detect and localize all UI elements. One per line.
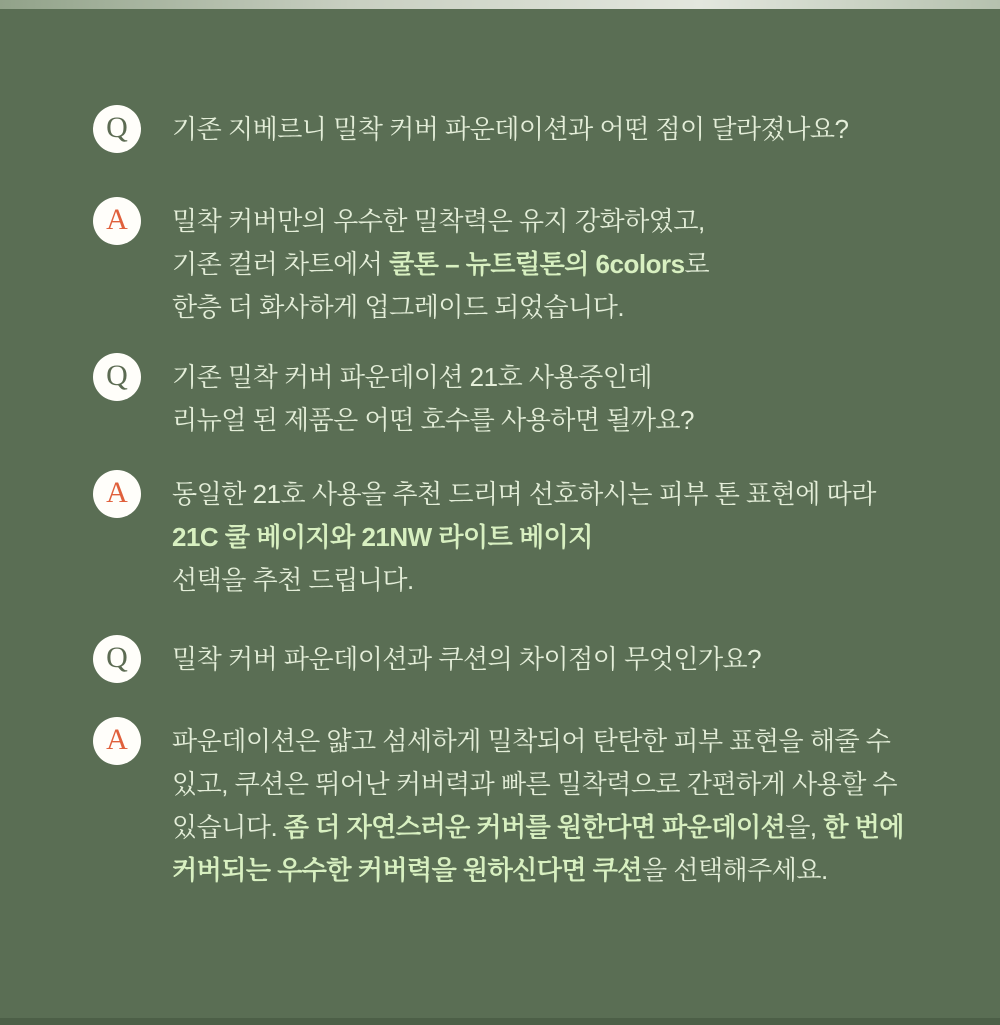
q-badge-icon: Q	[93, 635, 141, 683]
text-line: 기존 컬러 차트에서 쿨톤 – 뉴트럴톤의 6colors로	[172, 249, 710, 279]
a-badge-icon: A	[93, 470, 141, 518]
text-line: 동일한 21호 사용을 추천 드리며 선호하시는 피부 톤 표현에 따라	[172, 479, 876, 509]
text-line: 밀착 커버만의 우수한 밀착력은 유지 강화하였고,	[172, 206, 705, 236]
question-text	[172, 356, 694, 442]
answer-text	[172, 200, 709, 329]
faq-question-row	[93, 353, 694, 442]
faq-answer-row	[93, 717, 904, 892]
faq-question-row	[93, 635, 761, 683]
text-line: 있습니다. 좀 더 자연스러운 커버를 원한다면 파운데이션을, 한 번에	[172, 812, 904, 842]
text-line: 커버되는 우수한 커버력을 원하신다면 쿠션을 선택해주세요.	[172, 855, 828, 885]
text-line: 기존 지베르니 밀착 커버 파운데이션과 어떤 점이 달라졌나요?	[172, 114, 849, 144]
text-line: 선택을 추천 드립니다.	[172, 565, 414, 595]
q-badge-icon: Q	[93, 105, 141, 153]
question-text	[172, 108, 848, 151]
faq-answer-row	[93, 197, 709, 329]
text-line: 한층 더 화사하게 업그레이드 되었습니다.	[172, 292, 625, 322]
faq-answer-row	[93, 470, 876, 602]
top-divider-strip	[0, 0, 1000, 9]
text-line: 리뉴얼 된 제품은 어떤 호수를 사용하면 될까요?	[172, 405, 695, 435]
a-badge-icon: A	[93, 197, 141, 245]
text-line: 기존 밀착 커버 파운데이션 21호 사용중인데	[172, 362, 653, 392]
bottom-divider-strip	[0, 1018, 1000, 1025]
text-line: 파운데이션은 얇고 섬세하게 밀착되어 탄탄한 피부 표현을 해줄 수	[172, 726, 891, 756]
faq-question-row	[93, 105, 848, 153]
text-line: 21C 쿨 베이지와 21NW 라이트 베이지	[172, 522, 593, 552]
answer-text	[172, 720, 904, 892]
text-line: 밀착 커버 파운데이션과 쿠션의 차이점이 무엇인가요?	[172, 644, 762, 674]
question-text	[172, 638, 761, 681]
a-badge-icon: A	[93, 717, 141, 765]
text-line: 있고, 쿠션은 뛰어난 커버력과 빠른 밀착력으로 간편하게 사용할 수	[172, 769, 898, 799]
answer-text	[172, 473, 876, 602]
q-badge-icon: Q	[93, 353, 141, 401]
